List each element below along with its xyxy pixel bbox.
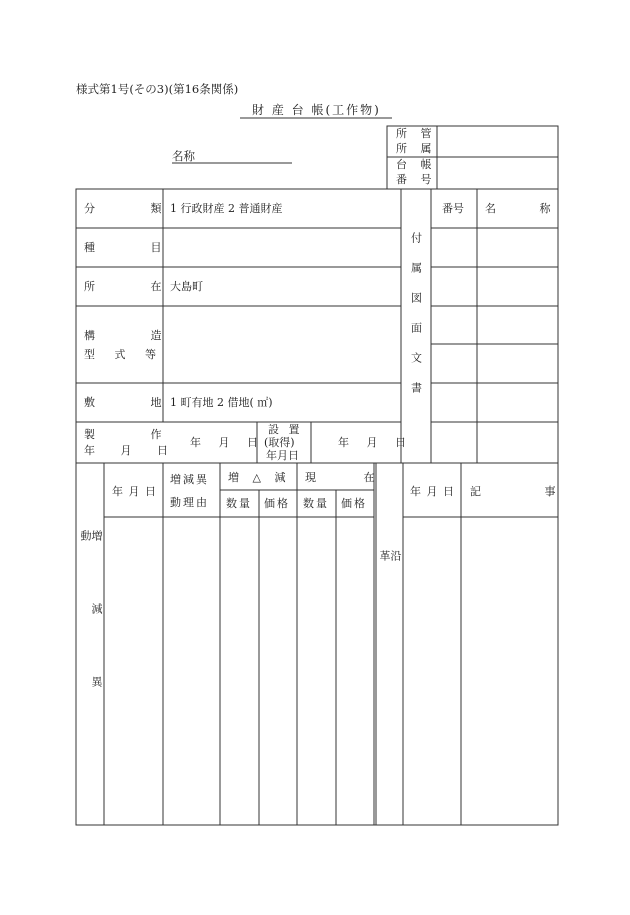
attached-docs-vertical-text: 付属図面文書 — [409, 232, 423, 412]
changes-quantity-header-1: 数量 — [226, 497, 252, 510]
classification-value[interactable]: 1 行政財産 2 普通財産 — [170, 202, 283, 215]
site-label: 敷 地 — [84, 396, 162, 409]
changes-price-header-2: 価格 — [341, 497, 367, 510]
installed-date-value[interactable]: 年 月 日 — [338, 436, 406, 449]
installed-label-line3: 年月日 — [266, 449, 299, 462]
form-number: 様式第1号(その3)(第16条関係) — [76, 82, 239, 96]
structure-label-line2: 型 式 等 — [84, 348, 156, 361]
jurisdiction-label: 所 管 — [396, 127, 432, 140]
location-value[interactable]: 大島町 — [170, 280, 203, 293]
ledger-label: 台 帳 — [396, 158, 432, 171]
department-label: 所 属 — [396, 142, 432, 155]
jurisdiction-field[interactable] — [438, 127, 557, 156]
page-title-text: 財 産 台 帳(工作物) — [252, 103, 381, 117]
made-date-value[interactable]: 年 月 日 — [190, 436, 258, 449]
made-date-label-line2: 年 月 日 — [84, 444, 168, 457]
changes-increase-decrease-header: 増 △ 減 — [228, 471, 286, 484]
location-label: 所 在 — [84, 280, 162, 293]
name-label: 名称 — [172, 149, 195, 163]
history-vertical-label — [378, 550, 402, 740]
type-field[interactable] — [164, 229, 400, 266]
attached-docs-number-header: 番号 — [442, 202, 464, 215]
changes-reason-header-line1: 増減異 — [170, 473, 209, 486]
changes-date-header: 年 月 日 — [112, 485, 156, 498]
structure-label-line1: 構 造 — [84, 329, 162, 342]
history-entries-area[interactable] — [404, 518, 557, 824]
installed-label-line1: 設 置 — [268, 423, 300, 436]
made-date-label-line1: 製 作 — [84, 428, 162, 441]
ledger-number-label: 番 号 — [396, 173, 432, 186]
history-record-header: 記 事 — [470, 485, 556, 498]
attached-docs-vertical-label — [409, 232, 423, 422]
changes-vertical-label — [79, 530, 103, 760]
changes-quantity-header-2: 数量 — [303, 497, 329, 510]
changes-vertical-text: 増減異動 — [79, 530, 103, 749]
changes-price-header-1: 価格 — [264, 497, 290, 510]
site-value[interactable]: 1 町有地 2 借地( ㎡) — [170, 396, 273, 409]
type-label: 種 目 — [84, 241, 162, 254]
changes-entries-area[interactable] — [105, 518, 373, 824]
history-vertical-text: 沿革 — [378, 550, 402, 727]
page-title — [252, 104, 382, 116]
changes-reason-header-line2: 動理由 — [170, 496, 209, 509]
structure-field[interactable] — [164, 307, 400, 382]
installed-label-line2: (取得) — [264, 436, 295, 449]
classification-label: 分 類 — [84, 202, 162, 215]
changes-current-header: 現 在 — [305, 471, 375, 484]
ledger-number-field[interactable] — [438, 158, 557, 188]
history-date-header: 年 月 日 — [410, 485, 454, 498]
attached-docs-name-header: 名 称 — [485, 202, 551, 215]
